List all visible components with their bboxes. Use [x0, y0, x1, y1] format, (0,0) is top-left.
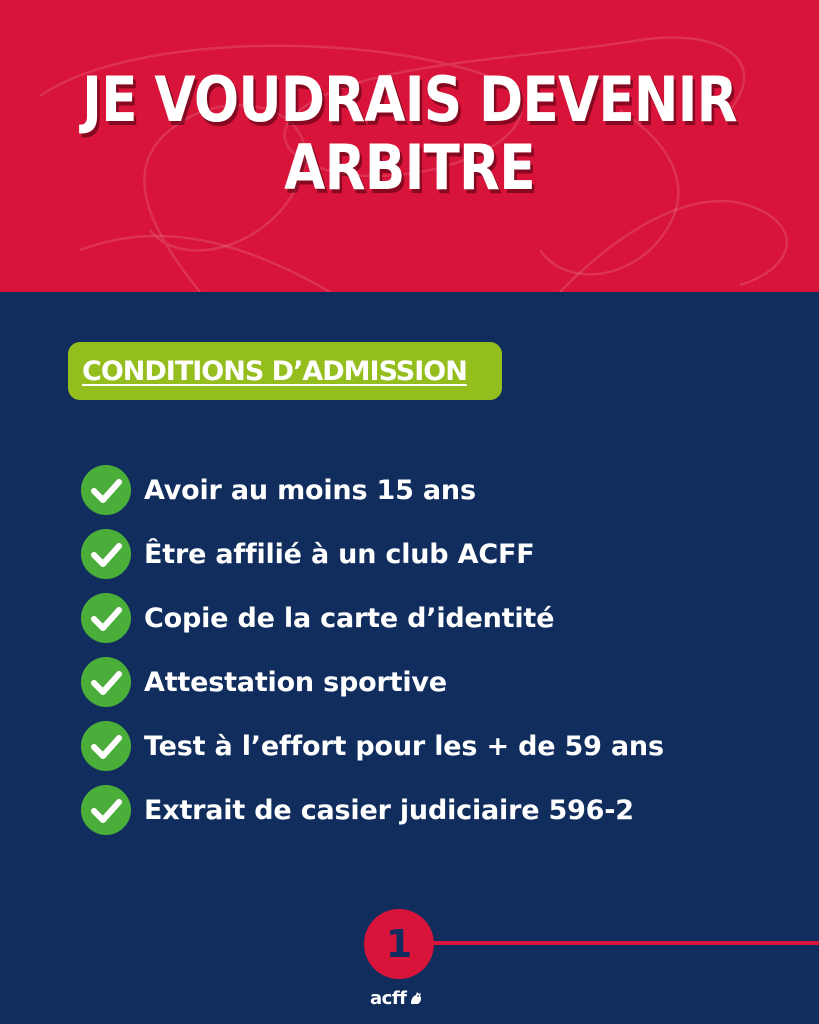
list-item	[80, 458, 800, 522]
check-circle-icon	[80, 656, 132, 708]
title-line-2: ARBITRE	[284, 131, 535, 204]
logo-text: acff	[370, 988, 407, 1009]
list-item	[80, 650, 800, 714]
condition-text: Être affilié à un club ACFF	[144, 538, 535, 570]
list-item	[80, 778, 800, 842]
section-badge	[68, 342, 502, 400]
condition-text: Extrait de casier judiciaire 596-2	[144, 794, 634, 826]
conditions-list	[80, 458, 800, 842]
condition-text: Avoir au moins 15 ans	[144, 474, 476, 506]
header-banner	[0, 0, 819, 292]
condition-text: Attestation sportive	[144, 666, 447, 698]
content-panel	[0, 292, 819, 1024]
check-circle-icon	[80, 528, 132, 580]
page-indicator-line	[430, 941, 819, 945]
title-line-1: JE VOUDRAIS DEVENIR	[82, 63, 737, 136]
check-circle-icon	[80, 592, 132, 644]
check-circle-icon	[80, 784, 132, 836]
rooster-icon	[408, 990, 424, 1006]
page-number: 1	[385, 922, 413, 966]
condition-text: Copie de la carte d’identité	[144, 602, 555, 634]
list-item	[80, 714, 800, 778]
condition-text: Test à l’effort pour les + de 59 ans	[144, 730, 664, 762]
section-heading: CONDITIONS D’ADMISSION	[82, 355, 467, 387]
check-circle-icon	[80, 720, 132, 772]
page-title	[57, 63, 761, 204]
check-circle-icon	[80, 464, 132, 516]
list-item	[80, 586, 800, 650]
page-indicator	[364, 909, 434, 979]
list-item	[80, 522, 800, 586]
acff-logo	[370, 988, 424, 1009]
